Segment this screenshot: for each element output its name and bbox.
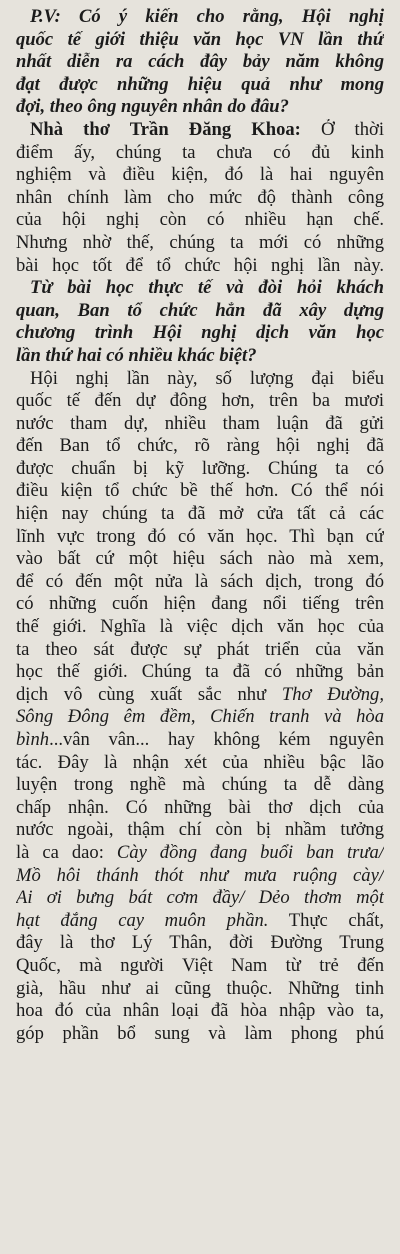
- answer-2-line: được chuẩn bị kỹ lưỡng. Chúng ta có: [16, 457, 384, 479]
- question-1-line: P.V: Có ý kiến cho rằng, Hội nghị: [30, 6, 384, 27]
- answer-2-line: chấp nhận. Có những bài thơ dịch của: [16, 796, 384, 818]
- answer-2-line: lĩnh vực trong đó có văn học. Thì bạn cứ: [16, 525, 384, 547]
- answer-2-line: đây là thơ Lý Thân, đời Đường Trung: [16, 932, 384, 954]
- answer-2-line: thế giới. Nghĩa là việc dịch văn học của: [16, 616, 384, 638]
- quoted-poem-line: Ai ơi bưng bát cơm đầy/ Dẻo thơm một: [16, 887, 384, 909]
- answer-1-line: Nhưng nhờ thế, chúng ta mới có những: [16, 231, 384, 253]
- answer-2-line: Hội nghị lần này, số lượng đại biểu: [30, 367, 384, 389]
- answer-1-line: điểm ấy, chúng ta chưa có đủ kinh: [16, 141, 384, 163]
- answer-1-line: Nhà thơ Trần Đăng Khoa: Ở thời: [30, 118, 384, 140]
- answer-2-line: tác. Đây là nhận xét của nhiều bậc lão: [16, 751, 384, 773]
- question-2-line: chương trình Hội nghị dịch văn học: [16, 322, 384, 344]
- answer-2-line: hạt đắng cay muôn phần. Thực chất,: [16, 909, 384, 931]
- book-title: bình: [16, 729, 50, 750]
- answer-1-line: nhân chính làm cho mức độ thành công: [16, 186, 384, 208]
- question-2-line: quan, Ban tổ chức hẳn đã xây dựng: [16, 299, 384, 321]
- question-2-line: lần thứ hai có nhiều khác biệt?: [16, 344, 257, 366]
- quoted-poem-line: Mồ hôi thánh thót như mưa ruộng cày/: [16, 864, 384, 886]
- answer-2-line: điều kiện tổ chức bề thế hơn. Có thể nói: [16, 480, 384, 502]
- answer-2-line: góp phần bổ sung và làm phong phú: [16, 1022, 384, 1044]
- answer-1-line: bài học tốt để tổ chức hội nghị lần này.: [16, 254, 384, 276]
- question-1-line: đợi, theo ông nguyên nhân do đâu?: [16, 96, 289, 118]
- answer-2-line: hoa đó của nhân loại đã hòa nhập vào ta,: [16, 1000, 384, 1022]
- quoted-poem: Cày đồng đang buổi ban trưa/: [116, 841, 384, 863]
- speaker-label: Nhà thơ Trần Đăng Khoa:: [30, 118, 301, 140]
- answer-2-line: quốc tế đến dự đông hơn, trên ba mươi: [16, 390, 384, 412]
- answer-2-line: có những cuốn hiện đang nổi tiếng trên: [16, 593, 384, 615]
- answer-2-line: nước tham dự, nhiều tham luận đã gửi: [16, 412, 384, 434]
- answer-1-line: nghiệm và điều kiện, đó là hai nguyên: [16, 164, 384, 186]
- question-1-line: đạt được những hiệu quả như mong: [16, 73, 384, 95]
- answer-2-line: Quốc, mà người Việt Nam từ trẻ đến: [16, 954, 384, 976]
- answer-2-line: già, hầu như ai cũng thuộc. Những tinh: [16, 977, 384, 999]
- question-1-line: quốc tế giới thiệu văn học VN lần thứ: [16, 28, 384, 50]
- answer-1-line: của hội nghị còn có nhiều hạn chế.: [16, 209, 384, 231]
- answer-2-line: hiện nay chúng ta đã mở cửa tất cả các: [16, 503, 384, 525]
- book-title: Chiến tranh và hòa: [210, 706, 384, 728]
- answer-2-line: Sông Đông êm đềm, Chiến tranh và hòa: [16, 706, 384, 728]
- answer-2-line: là ca dao: Cày đồng đang buổi ban trưa/: [16, 841, 384, 863]
- answer-2-line: luyện trong nghề mà chúng ta dễ dàng: [16, 774, 384, 796]
- book-title: Sông Đông êm đềm: [16, 706, 191, 728]
- answer-2-line: ta theo sát được sự phát triển của văn: [16, 638, 384, 660]
- answer-2-line: để có đến một nửa là sách dịch, trong đó: [16, 570, 384, 592]
- answer-2-line: đến Ban tổ chức, rõ ràng hội nghị đã: [16, 435, 384, 457]
- answer-2-line: vào bất cứ một hiệu sách nào mà xem,: [16, 548, 384, 570]
- question-2-line: Từ bài học thực tế và đòi hỏi khách: [30, 277, 384, 299]
- answer-2-line: nước ngoài, thậm chí còn bị nhầm tưởng: [16, 819, 384, 841]
- question-1-line: nhất diễn ra cách đây bảy năm không: [16, 51, 384, 73]
- interviewer-label: P.V:: [30, 6, 61, 27]
- answer-2-line: học thế giới. Chúng ta đã có những bản: [16, 661, 384, 683]
- answer-2-line: bình...vân vân... hay không kém nguyên: [16, 729, 384, 750]
- book-title: Thơ Đường,: [281, 683, 384, 705]
- quoted-poem: hạt đắng cay muôn phần.: [16, 909, 269, 931]
- answer-2-line: dịch vô cùng xuất sắc như Thơ Đường,: [16, 683, 384, 705]
